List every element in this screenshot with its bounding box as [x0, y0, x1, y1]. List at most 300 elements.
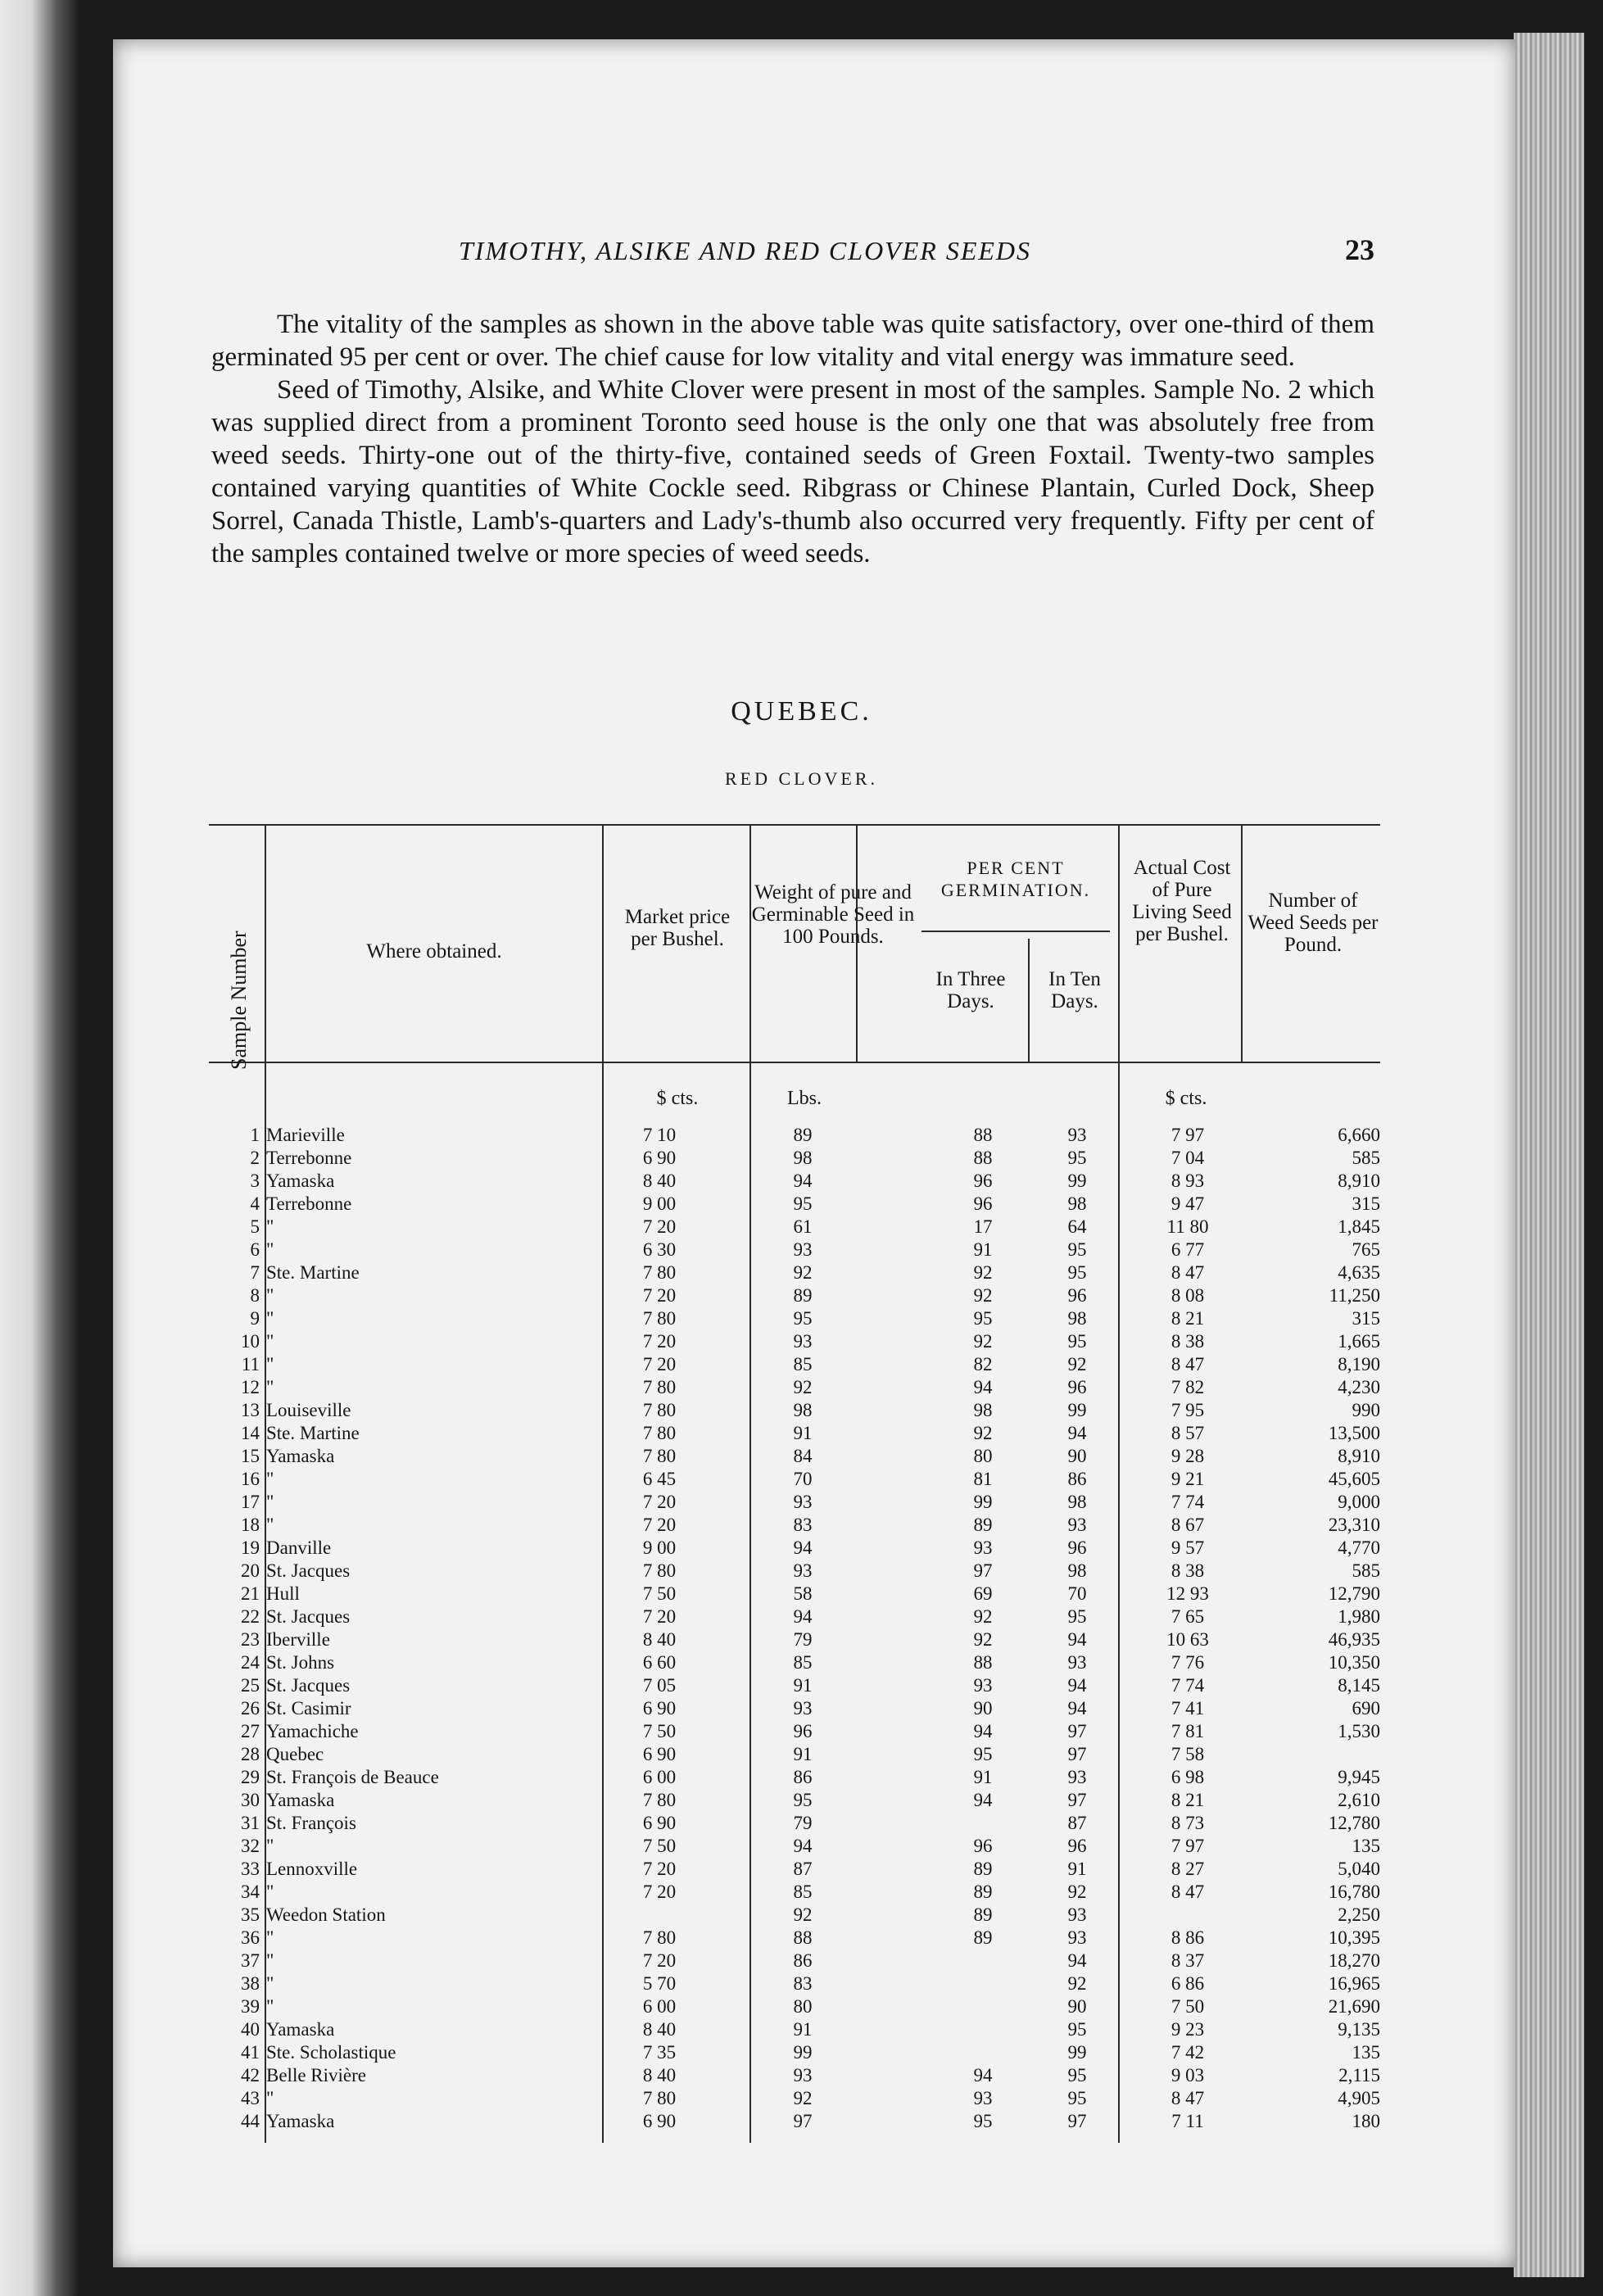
- actual-cost-cell: 10 63: [1166, 1629, 1209, 1650]
- actual-cost-cell: 9 23: [1171, 2019, 1205, 2040]
- table-row: [209, 1170, 1380, 1193]
- sample-number-cell: 10: [241, 1331, 260, 1352]
- ten-days-cell: 92: [1067, 1882, 1087, 1902]
- where-obtained-cell: ": [266, 1469, 274, 1489]
- weight-cell: 92: [793, 1262, 813, 1283]
- actual-cost-cell: 7 82: [1171, 1377, 1205, 1397]
- ten-days-cell: 92: [1067, 1354, 1087, 1374]
- table-row: [209, 1950, 1380, 1972]
- ten-days-cell: 95: [1067, 1239, 1087, 1260]
- sample-number-cell: 8: [250, 1285, 260, 1306]
- three-days-cell: 93: [973, 2088, 993, 2108]
- weight-cell: 80: [793, 1996, 813, 2017]
- ten-days-cell: 98: [1067, 1308, 1087, 1329]
- weight-cell: 79: [793, 1629, 813, 1650]
- three-days-cell: 89: [973, 1859, 993, 1879]
- ten-days-cell: 93: [1067, 1767, 1087, 1787]
- table-row: [209, 1743, 1380, 1766]
- market-price-cell: 7 20: [642, 1331, 677, 1352]
- where-obtained-cell: Ste. Scholastique: [266, 2042, 396, 2063]
- actual-cost-cell: 8 27: [1171, 1859, 1205, 1879]
- actual-cost-cell: 6 98: [1171, 1767, 1205, 1787]
- market-price-cell: 7 20: [642, 1950, 677, 1971]
- ten-days-cell: 96: [1067, 1377, 1087, 1397]
- market-price-cell: 7 20: [642, 1859, 677, 1879]
- weed-seeds-cell: 585: [1352, 1560, 1380, 1581]
- three-days-cell: 96: [973, 1193, 993, 1214]
- where-obtained-cell: Yamachiche: [266, 1721, 359, 1741]
- weed-seeds-cell: 315: [1352, 1308, 1380, 1329]
- weed-seeds-cell: 2,610: [1338, 1790, 1380, 1810]
- ten-days-cell: 92: [1067, 1973, 1087, 1994]
- table-row: [209, 1605, 1380, 1628]
- ten-days-cell: 86: [1067, 1469, 1087, 1489]
- table-row: [209, 1216, 1380, 1239]
- where-obtained-cell: Lennoxville: [266, 1859, 358, 1879]
- weight-cell: 89: [793, 1125, 813, 1145]
- where-obtained-cell: ": [266, 1950, 274, 1971]
- header-sample-number: Sample Number: [227, 931, 251, 1070]
- ten-days-cell: 96: [1067, 1285, 1087, 1306]
- three-days-cell: 92: [973, 1331, 993, 1352]
- germination-underline: [921, 931, 1110, 932]
- table-row: [209, 1422, 1380, 1445]
- weight-cell: 92: [793, 1377, 813, 1397]
- market-price-cell: 7 20: [642, 1354, 677, 1374]
- sample-number-cell: 21: [241, 1583, 260, 1604]
- sample-number-cell: 36: [241, 1927, 260, 1948]
- weight-cell: 99: [793, 2042, 813, 2063]
- weight-cell: 96: [793, 1721, 813, 1741]
- book-page-edges: [1514, 33, 1584, 2277]
- weight-cell: 83: [793, 1973, 813, 1994]
- market-price-cell: 8 40: [642, 2019, 677, 2040]
- sample-number-cell: 22: [241, 1606, 260, 1627]
- table-row: [209, 1697, 1380, 1720]
- market-price-cell: 7 50: [642, 1836, 677, 1856]
- where-obtained-cell: Weedon Station: [266, 1904, 386, 1925]
- actual-cost-cell: 9 21: [1171, 1469, 1205, 1489]
- table-row: [209, 1995, 1380, 2018]
- table-row: [209, 1307, 1380, 1330]
- weight-cell: 94: [793, 1171, 813, 1191]
- actual-cost-cell: 8 86: [1171, 1927, 1205, 1948]
- sample-number-cell: 16: [241, 1469, 260, 1489]
- paragraph-vitality: The vitality of the samples as shown in the above table was quite satisfactory, over one-third of them germinated 95 per cent or over. The chief cause for low vitality and vital energy was immature seed.: [211, 310, 1374, 372]
- weight-cell: 91: [793, 1744, 813, 1764]
- where-obtained-cell: ": [266, 1836, 274, 1856]
- where-obtained-cell: ": [266, 1882, 274, 1902]
- weed-seeds-cell: 10,350: [1328, 1652, 1380, 1673]
- table-row: [209, 1674, 1380, 1697]
- three-days-cell: 93: [973, 1537, 993, 1558]
- sample-number-cell: 14: [241, 1423, 260, 1443]
- ten-days-cell: 87: [1067, 1813, 1087, 1833]
- header-actual-cost: Actual Cost of Pure Living Seed per Bushel.: [1132, 857, 1232, 945]
- weight-cell: 91: [793, 1423, 813, 1443]
- page-number: 23: [1345, 233, 1374, 266]
- weight-cell: 58: [793, 1583, 813, 1604]
- where-obtained-cell: St. Jacques: [266, 1606, 351, 1627]
- market-price-cell: 8 40: [642, 1171, 677, 1191]
- market-price-cell: 7 80: [642, 1560, 677, 1581]
- weight-cell: 86: [793, 1767, 813, 1787]
- ten-days-cell: 98: [1067, 1193, 1087, 1214]
- where-obtained-cell: St. Johns: [266, 1652, 335, 1673]
- ten-days-cell: 90: [1067, 1996, 1087, 2017]
- three-days-cell: 69: [973, 1583, 993, 1604]
- header-weight: Weight of pure and Germinable Seed in 100 Pounds.: [751, 881, 915, 948]
- weed-seeds-cell: 12,790: [1328, 1583, 1380, 1604]
- ten-days-cell: 93: [1067, 1515, 1087, 1535]
- weed-seeds-cell: 990: [1352, 1400, 1380, 1420]
- weed-seeds-cell: 23,310: [1328, 1515, 1380, 1535]
- actual-cost-cell: 9 47: [1171, 1193, 1205, 1214]
- market-price-cell: 7 20: [642, 1492, 677, 1512]
- weed-seeds-cell: 11,250: [1329, 1285, 1380, 1306]
- weight-cell: 88: [793, 1927, 813, 1948]
- weed-seeds-cell: 585: [1352, 1148, 1380, 1168]
- sample-number-cell: 32: [241, 1836, 260, 1856]
- where-obtained-cell: Louiseville: [266, 1400, 351, 1420]
- three-days-cell: 96: [973, 1836, 993, 1856]
- ten-days-cell: 95: [1067, 2019, 1087, 2040]
- three-days-cell: 89: [973, 1927, 993, 1948]
- three-days-cell: 94: [973, 1377, 993, 1397]
- market-price-cell: 7 80: [642, 2088, 677, 2108]
- weight-cell: 95: [793, 1790, 813, 1810]
- header-ten-days: In Ten Days.: [1048, 968, 1101, 1012]
- where-obtained-cell: ": [266, 2088, 274, 2108]
- three-days-cell: 92: [973, 1629, 993, 1650]
- three-days-cell: 91: [973, 1767, 993, 1787]
- three-days-cell: 92: [973, 1285, 993, 1306]
- actual-cost-cell: 8 47: [1171, 1882, 1205, 1902]
- three-days-cell: 88: [973, 1148, 993, 1168]
- actual-cost-cell: 7 76: [1171, 1652, 1205, 1673]
- ten-days-cell: 93: [1067, 1125, 1087, 1145]
- weed-seeds-cell: 135: [1352, 1836, 1380, 1856]
- weight-cell: 95: [793, 1193, 813, 1214]
- weed-seeds-cell: 4,770: [1338, 1537, 1380, 1558]
- weed-seeds-cell: 8,910: [1338, 1171, 1380, 1191]
- ten-days-cell: 99: [1067, 1400, 1087, 1420]
- where-obtained-cell: Danville: [266, 1537, 332, 1558]
- weight-cell: 91: [793, 2019, 813, 2040]
- table-row: [209, 1124, 1380, 1147]
- three-days-cell: 90: [973, 1698, 993, 1719]
- market-price-cell: 6 60: [642, 1652, 677, 1673]
- table-row: [209, 1789, 1380, 1812]
- table-row: [209, 1193, 1380, 1216]
- sample-number-cell: 35: [241, 1904, 260, 1925]
- weight-cell: 98: [793, 1400, 813, 1420]
- table-row: [209, 1560, 1380, 1583]
- header-market-price: Market price per Bushel.: [624, 906, 731, 950]
- ten-days-cell: 95: [1067, 2065, 1087, 2085]
- weed-seeds-cell: 9,135: [1338, 2019, 1380, 2040]
- sample-number-cell: 26: [241, 1698, 260, 1719]
- ten-days-cell: 93: [1067, 1904, 1087, 1925]
- ten-days-cell: 95: [1067, 1606, 1087, 1627]
- table-row: [209, 1628, 1380, 1651]
- ten-days-cell: 64: [1067, 1216, 1087, 1237]
- market-price-cell: 7 80: [642, 1377, 677, 1397]
- sample-number-cell: 24: [241, 1652, 260, 1673]
- actual-cost-cell: 6 77: [1171, 1239, 1205, 1260]
- ten-days-cell: 95: [1067, 1331, 1087, 1352]
- weed-seeds-cell: 4,230: [1338, 1377, 1380, 1397]
- weed-seeds-cell: 16,965: [1328, 1973, 1380, 1994]
- weight-cell: 95: [793, 1308, 813, 1329]
- market-price-cell: 9 00: [642, 1193, 677, 1214]
- ten-days-cell: 94: [1067, 1698, 1087, 1719]
- table-row: [209, 1399, 1380, 1422]
- three-days-cell: 95: [973, 1744, 993, 1764]
- table-row: [209, 1904, 1380, 1927]
- market-price-cell: 7 80: [642, 1927, 677, 1948]
- weed-seeds-cell: 12,780: [1328, 1813, 1380, 1833]
- actual-cost-cell: 7 04: [1171, 1148, 1205, 1168]
- weed-seeds-cell: 1,845: [1338, 1216, 1380, 1237]
- header-where-obtained: Where obtained.: [366, 940, 502, 962]
- table-row: [209, 1766, 1380, 1789]
- actual-cost-cell: 9 28: [1171, 1446, 1205, 1466]
- actual-cost-cell: 7 97: [1171, 1836, 1205, 1856]
- where-obtained-cell: Yamaska: [266, 1790, 335, 1810]
- market-price-cell: 7 80: [642, 1790, 677, 1810]
- sample-number-cell: 44: [241, 2111, 260, 2131]
- where-obtained-cell: ": [266, 1996, 274, 2017]
- actual-cost-cell: 11 80: [1166, 1216, 1209, 1237]
- ten-days-cell: 97: [1067, 1790, 1087, 1810]
- table-row: [209, 1376, 1380, 1399]
- where-obtained-cell: Belle Rivière: [266, 2065, 366, 2085]
- where-obtained-cell: St. Jacques: [266, 1560, 351, 1581]
- weight-cell: 94: [793, 1606, 813, 1627]
- weed-seeds-cell: 1,665: [1338, 1331, 1380, 1352]
- table-row: [209, 1881, 1380, 1904]
- actual-cost-cell: 8 73: [1171, 1813, 1205, 1833]
- sample-number-cell: 2: [250, 1148, 260, 1168]
- where-obtained-cell: ": [266, 1492, 274, 1512]
- sample-number-cell: 5: [250, 1216, 260, 1237]
- actual-cost-cell: 8 47: [1171, 1354, 1205, 1374]
- ten-days-cell: 97: [1067, 1744, 1087, 1764]
- weed-seeds-cell: 18,270: [1328, 1950, 1380, 1971]
- table-row: [209, 1812, 1380, 1835]
- market-price-cell: 7 50: [642, 1721, 677, 1741]
- sample-number-cell: 37: [241, 1950, 260, 1971]
- sample-number-cell: 3: [250, 1171, 260, 1191]
- actual-cost-cell: 8 21: [1171, 1790, 1205, 1810]
- sample-number-cell: 43: [241, 2088, 260, 2108]
- weed-seeds-cell: 1,980: [1338, 1606, 1380, 1627]
- weight-cell: 89: [793, 1285, 813, 1306]
- weed-seeds-cell: 315: [1352, 1193, 1380, 1214]
- actual-cost-cell: 7 81: [1171, 1721, 1205, 1741]
- weed-seeds-cell: 45,605: [1328, 1469, 1380, 1489]
- market-price-cell: 6 00: [642, 1767, 677, 1787]
- three-days-cell: 97: [973, 1560, 993, 1581]
- header-three-days: In Three Days.: [935, 968, 1006, 1012]
- actual-cost-cell: 7 74: [1171, 1675, 1205, 1696]
- table-row: [209, 1147, 1380, 1170]
- actual-cost-cell: 8 37: [1171, 1950, 1205, 1971]
- where-obtained-cell: Ste. Martine: [266, 1262, 360, 1283]
- weed-seeds-cell: 180: [1352, 2111, 1380, 2131]
- weight-cell: 93: [793, 2065, 813, 2085]
- sample-number-cell: 13: [241, 1400, 260, 1420]
- weight-cell: 85: [793, 1354, 813, 1374]
- three-days-cell: 17: [973, 1216, 993, 1237]
- actual-cost-cell: 8 67: [1171, 1515, 1205, 1535]
- market-price-cell: 7 10: [642, 1125, 677, 1145]
- where-obtained-cell: ": [266, 1973, 274, 1994]
- where-obtained-cell: Hull: [266, 1583, 300, 1604]
- weight-cell: 84: [793, 1446, 813, 1466]
- market-price-cell: 6 30: [642, 1239, 677, 1260]
- market-price-cell: 6 00: [642, 1996, 677, 2017]
- market-price-cell: 6 90: [642, 1148, 677, 1168]
- market-price-cell: 7 80: [642, 1308, 677, 1329]
- table-row: [209, 1353, 1380, 1376]
- table-row: [209, 2110, 1380, 2133]
- market-price-cell: 6 90: [642, 1813, 677, 1833]
- ten-days-cell: 99: [1067, 2042, 1087, 2063]
- table-row: [209, 1835, 1380, 1858]
- weed-seeds-cell: 46,935: [1328, 1629, 1380, 1650]
- actual-cost-cell: 8 47: [1171, 2088, 1205, 2108]
- weight-cell: 93: [793, 1698, 813, 1719]
- actual-cost-cell: 7 97: [1171, 1125, 1205, 1145]
- sample-number-cell: 38: [241, 1973, 260, 1994]
- actual-cost-cell: 7 74: [1171, 1492, 1205, 1512]
- weed-seeds-cell: 13,500: [1328, 1423, 1380, 1443]
- actual-cost-cell: 8 21: [1171, 1308, 1205, 1329]
- table-row: [209, 1927, 1380, 1950]
- ten-days-cell: 96: [1067, 1537, 1087, 1558]
- weight-cell: 92: [793, 2088, 813, 2108]
- ten-days-cell: 94: [1067, 1675, 1087, 1696]
- ten-days-cell: 90: [1067, 1446, 1087, 1466]
- market-price-cell: 6 45: [642, 1469, 677, 1489]
- where-obtained-cell: Quebec: [266, 1744, 324, 1764]
- sample-number-cell: 23: [241, 1629, 260, 1650]
- weed-seeds-cell: 10,395: [1328, 1927, 1380, 1948]
- weed-seeds-cell: 135: [1352, 2042, 1380, 2063]
- market-price-cell: 7 80: [642, 1423, 677, 1443]
- body-text: [211, 308, 1374, 570]
- actual-cost-cell: 8 47: [1171, 1262, 1205, 1283]
- table-row: [209, 1261, 1380, 1284]
- weed-seeds-cell: 9,945: [1338, 1767, 1380, 1787]
- three-days-cell: 80: [973, 1446, 993, 1466]
- where-obtained-cell: Yamaska: [266, 2019, 335, 2040]
- weight-cell: 94: [793, 1836, 813, 1856]
- actual-cost-cell: 7 58: [1171, 1744, 1205, 1764]
- weed-seeds-cell: 765: [1352, 1239, 1380, 1260]
- weed-seeds-cell: 8,145: [1338, 1675, 1380, 1696]
- three-days-cell: 91: [973, 1239, 993, 1260]
- weight-cell: 97: [793, 2111, 813, 2131]
- actual-cost-cell: 7 65: [1171, 1606, 1205, 1627]
- actual-cost-cell: 12 93: [1166, 1583, 1209, 1604]
- weight-cell: 70: [793, 1469, 813, 1489]
- weed-seeds-cell: 8,190: [1338, 1354, 1380, 1374]
- actual-cost-cell: 7 11: [1171, 2111, 1204, 2131]
- weed-seeds-cell: 8,910: [1338, 1446, 1380, 1466]
- weed-seeds-cell: 9,000: [1338, 1492, 1380, 1512]
- ten-days-cell: 93: [1067, 1652, 1087, 1673]
- table-row: [209, 1720, 1380, 1743]
- sample-number-cell: 30: [241, 1790, 260, 1810]
- section-title: QUEBEC.: [731, 696, 872, 727]
- market-price-cell: 6 90: [642, 2111, 677, 2131]
- three-days-cell: 94: [973, 2065, 993, 2085]
- weed-seeds-cell: 1,530: [1338, 1721, 1380, 1741]
- unit-weight: Lbs.: [787, 1088, 822, 1109]
- actual-cost-cell: 7 95: [1171, 1400, 1205, 1420]
- sample-number-cell: 1: [250, 1125, 260, 1145]
- sample-number-cell: 25: [241, 1675, 260, 1696]
- ten-days-cell: 94: [1067, 1950, 1087, 1971]
- table-row: [209, 1537, 1380, 1560]
- where-obtained-cell: Yamaska: [266, 1171, 335, 1191]
- weight-cell: 85: [793, 1882, 813, 1902]
- market-price-cell: 6 90: [642, 1744, 677, 1764]
- ten-days-cell: 94: [1067, 1629, 1087, 1650]
- actual-cost-cell: 7 41: [1171, 1698, 1205, 1719]
- weight-cell: 61: [793, 1216, 813, 1237]
- three-days-cell: 93: [973, 1675, 993, 1696]
- three-days-cell: 94: [973, 1790, 993, 1810]
- actual-cost-cell: 6 86: [1171, 1973, 1205, 1994]
- sample-number-cell: 7: [250, 1262, 260, 1283]
- header-weed-seeds: Number of Weed Seeds per Pound.: [1248, 890, 1379, 956]
- three-days-cell: 89: [973, 1882, 993, 1902]
- market-price-cell: 7 20: [642, 1606, 677, 1627]
- market-price-cell: 8 40: [642, 2065, 677, 2085]
- ten-days-cell: 93: [1067, 1927, 1087, 1948]
- weed-seeds-cell: 6,660: [1338, 1125, 1380, 1145]
- weight-cell: 79: [793, 1813, 813, 1833]
- sample-number-cell: 6: [250, 1239, 260, 1260]
- market-price-cell: 5 70: [642, 1973, 677, 1994]
- actual-cost-cell: 8 38: [1171, 1331, 1205, 1352]
- table-row: [209, 2041, 1380, 2064]
- sample-number-cell: 12: [241, 1377, 260, 1397]
- market-price-cell: 7 05: [642, 1675, 677, 1696]
- where-obtained-cell: Ste. Martine: [266, 1423, 360, 1443]
- where-obtained-cell: ": [266, 1216, 274, 1237]
- sample-number-cell: 28: [241, 1744, 260, 1764]
- where-obtained-cell: Yamaska: [266, 2111, 335, 2131]
- where-obtained-cell: Terrebonne: [266, 1193, 352, 1214]
- where-obtained-cell: ": [266, 1331, 274, 1352]
- market-price-cell: 9 00: [642, 1537, 677, 1558]
- ten-days-cell: 95: [1067, 1148, 1087, 1168]
- sample-number-cell: 27: [241, 1721, 260, 1741]
- weed-seeds-cell: 16,780: [1328, 1882, 1380, 1902]
- sample-number-cell: 20: [241, 1560, 260, 1581]
- ten-days-cell: 98: [1067, 1492, 1087, 1512]
- sample-number-cell: 19: [241, 1537, 260, 1558]
- three-days-cell: 95: [973, 2111, 993, 2131]
- table-row: [209, 2087, 1380, 2110]
- sample-number-cell: 9: [250, 1308, 260, 1329]
- where-obtained-cell: ": [266, 1308, 274, 1329]
